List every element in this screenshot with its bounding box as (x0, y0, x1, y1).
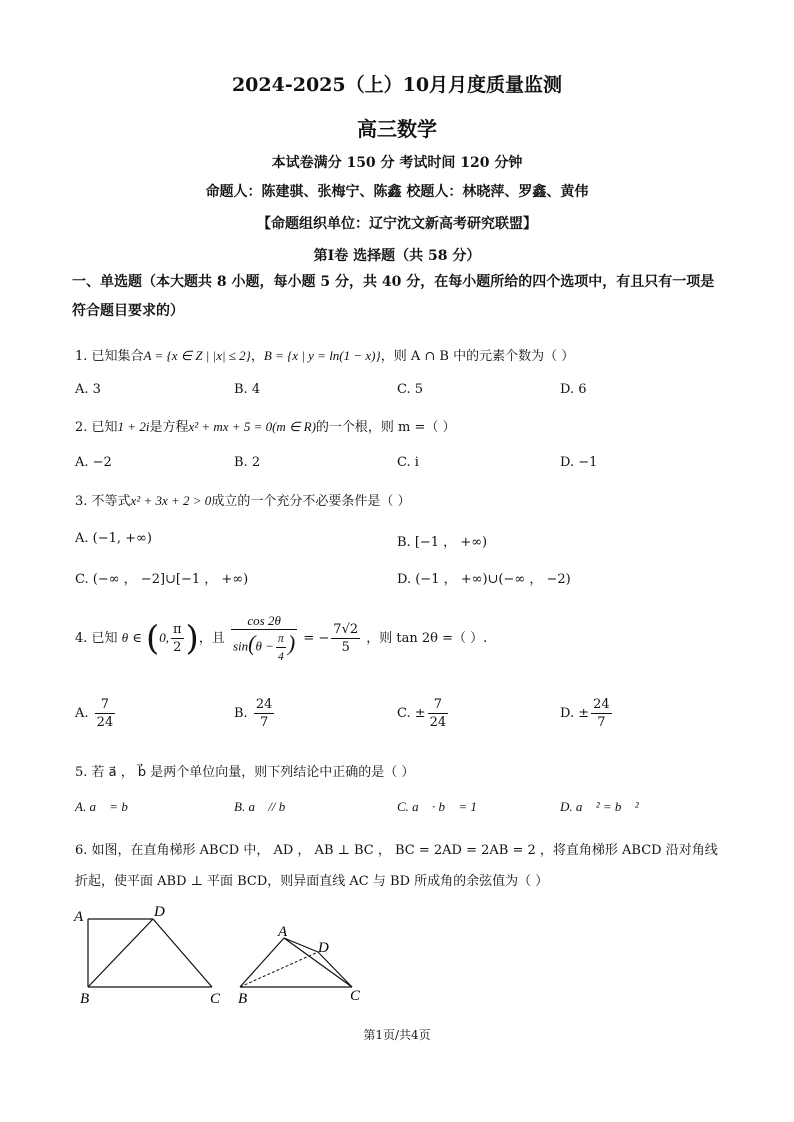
cos-sin-fraction: cos 2θ sin(θ − $\frac{\pi}{4}$ ) (232, 613, 296, 663)
question-1-option-b: B. 4 (234, 382, 261, 397)
question-3-stem: 3. 不等式x² + 3x + 2 > 0成立的一个充分不必要条件是（ ） (75, 493, 411, 509)
question-3-option-c: C. (−∞ ， −2]∪[−1 ， +∞) (75, 572, 249, 587)
authors-line: 命题人：陈建骐、张梅宁、陈鑫 校题人：林晓萍、罗鑫、黄伟 (205, 184, 589, 200)
question-5-option-a: A. a⃗ = b⃗ (75, 799, 138, 814)
label-b-folded: B (238, 991, 248, 1005)
question-2-stem: 2. 已知1 + 2i是方程x² + mx + 5 = 0(m ∈ R)的一个根，则 m =（ ） (75, 419, 456, 435)
question-4-option-c: C. ± $\frac{7}{24}$ (397, 697, 447, 730)
set-a: A = {x ∈ Z | |x| ≤ 2} (143, 348, 251, 363)
question-1-option-c: C. 5 (397, 382, 424, 397)
question-1-stem: 1. 已知集合A = {x ∈ Z | |x| ≤ 2}，B = {x | y = ln(1 − x)}，则 A ∩ B 中的元素个数为（ ） (75, 348, 575, 364)
label-a: A (74, 909, 84, 925)
question-4-option-d: D. ± $\frac{24}{7}$ (560, 697, 610, 730)
label-c-folded: C (350, 988, 361, 1004)
question-1-option-d: D. 6 (560, 382, 587, 397)
trapezoid-flat (73, 905, 221, 1005)
page-footer: 第1页/共4页 (363, 1028, 431, 1042)
label-a-folded: A (278, 924, 288, 940)
trapezoid-folded (238, 924, 361, 1005)
section-heading: 一、单选题（本大题共 8 小题，每小题 5 分，共 40 分，在每小题所给的四个选项中，有且只有一项是符合题目要求的） (72, 274, 715, 319)
question-1-option-a: A. 3 (75, 382, 101, 397)
question-3-option-d: D. (−1 ， +∞)∪(−∞ ， −2) (397, 572, 571, 587)
label-b: B (80, 991, 90, 1005)
question-2-option-b: B. 2 (234, 455, 261, 470)
question-4-option-b: B. $\frac{24}{7}$ (234, 697, 273, 730)
question-4-stem: 4. 已知 θ ∈ (0, $\frac{\pi}{2}$ )，且 cos 2θ sin(θ − $\frac{\pi}{4}$ ) = − $\frac{7√2}{5}$ ，则 tan 2θ =（ ）. (75, 613, 488, 663)
question-3-option-b: B. [−1 ， +∞) (397, 535, 488, 550)
set-b: B = {x | y = ln(1 − x)} (263, 348, 381, 363)
question-5-stem: 5. 若 a⃗ ， b⃗ 是两个单位向量，则下列结论中正确的是（ ） (75, 765, 415, 780)
question-2-option-c: C. i (397, 455, 419, 470)
exam-info: 本试卷满分 150 分 考试时间 120 分钟 (271, 155, 523, 171)
organizer-line: 【命题组织单位：辽宁沈文新高考研究联盟】 (257, 216, 537, 232)
trapezoid-figure (70, 905, 390, 1005)
question-6-line-2: 折起，使平面 ABD ⊥ 平面 BCD，则异面直线 AC 与 BD 所成角的余弦值为（ ） (75, 874, 549, 889)
question-5-option-c: C. a⃗ · b⃗ = 1 (397, 799, 477, 814)
question-2-option-a: A. −2 (75, 455, 112, 470)
question-6-line-1: 6. 如图，在直角梯形 ABCD 中， AD ， AB ⊥ BC ， BC = 2AD = 2AB = 2 ，将直角梯形 ABCD 沿对角线 (75, 843, 718, 858)
volume-heading: 第Ⅰ卷 选择题（共 58 分） (313, 248, 481, 264)
exam-title: 2024-2025（上）10月月度质量监测 (231, 74, 563, 96)
question-5-option-d: D. a⃗ ² = b⃗ ² (560, 799, 639, 814)
label-d-folded: D (318, 940, 329, 956)
label-c: C (210, 991, 221, 1005)
subject-title: 高三数学 (357, 117, 437, 141)
label-d: D (154, 905, 165, 920)
question-3-option-a: A. (−1, +∞) (75, 531, 152, 546)
question-2-option-d: D. −1 (560, 455, 598, 470)
question-5-option-b: B. a⃗ // b⃗ (234, 799, 296, 814)
question-4-option-a: A. $\frac{7}{24}$ (75, 697, 114, 730)
